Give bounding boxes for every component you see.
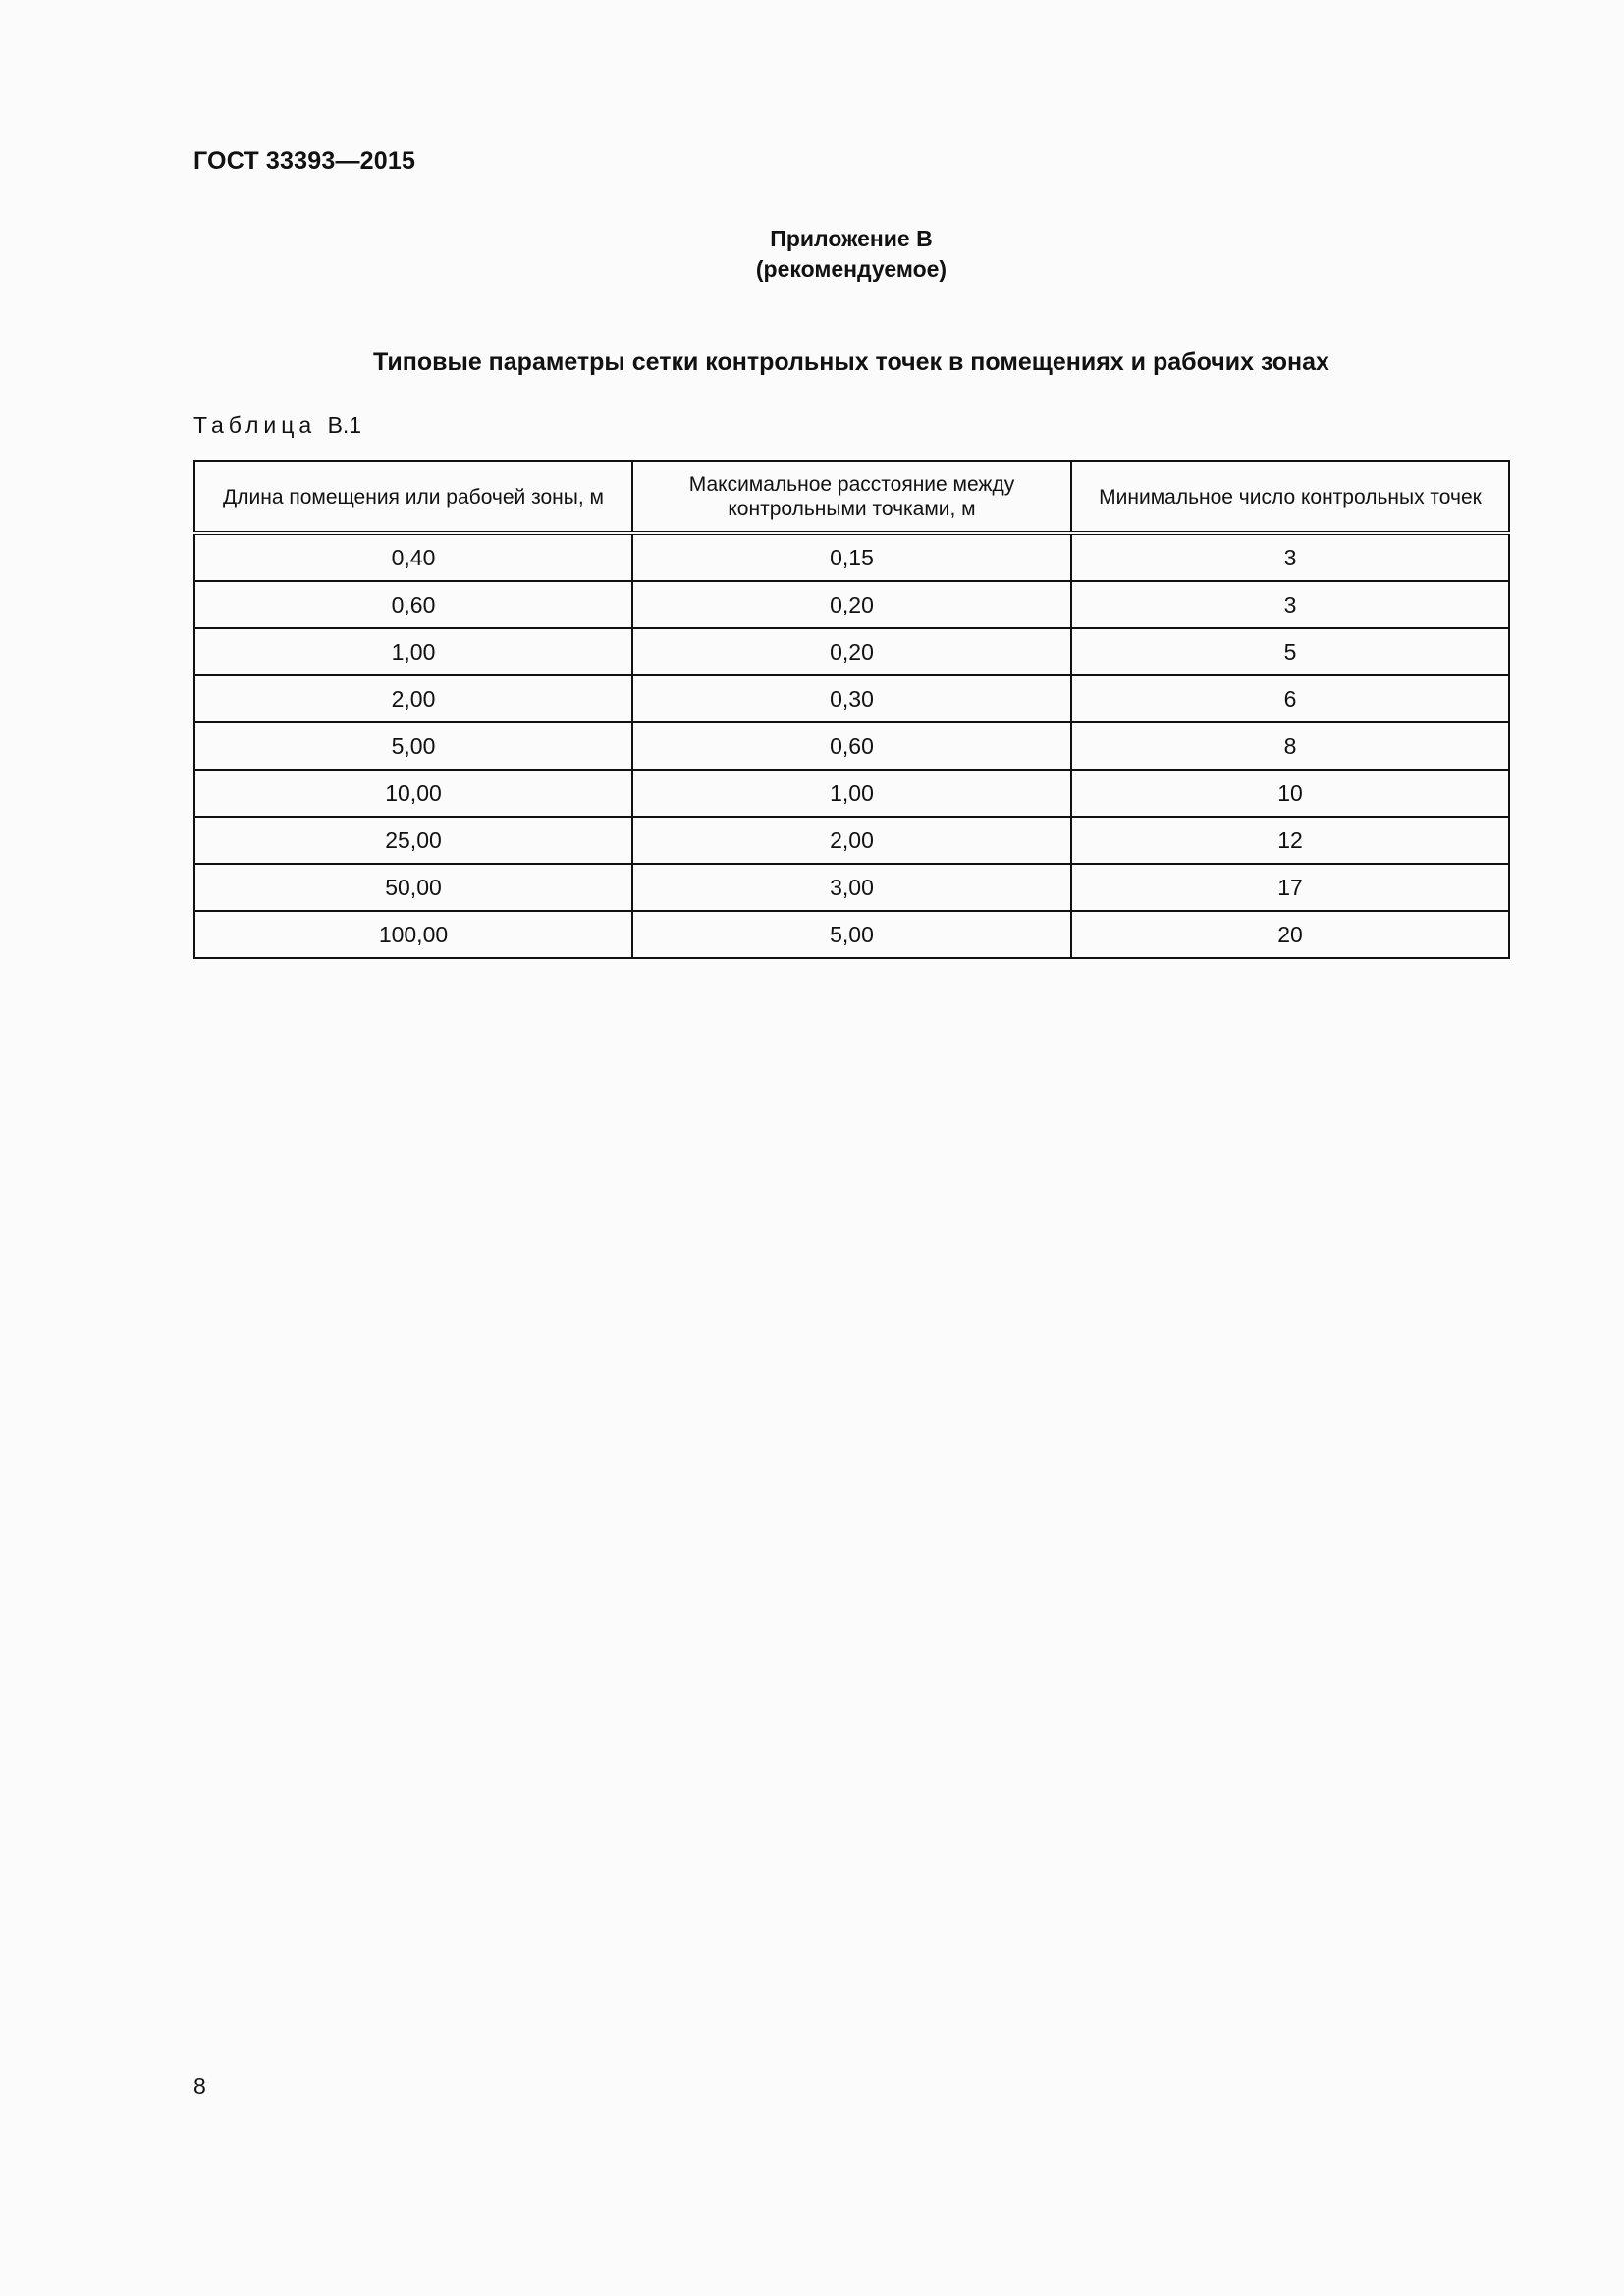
table-cell: 3 bbox=[1071, 533, 1509, 581]
table-cell: 0,20 bbox=[632, 581, 1071, 628]
table-cell: 100,00 bbox=[194, 911, 632, 958]
column-header-min-points: Минимальное число контрольных точек bbox=[1071, 461, 1509, 533]
table-row bbox=[194, 911, 1509, 958]
table-caption bbox=[193, 412, 361, 439]
table-cell: 10,00 bbox=[194, 770, 632, 817]
table-cell: 3 bbox=[1071, 581, 1509, 628]
table-row bbox=[194, 675, 1509, 722]
table-row bbox=[194, 533, 1509, 581]
table-cell: 5,00 bbox=[194, 722, 632, 770]
table-cell: 0,40 bbox=[194, 533, 632, 581]
table-row bbox=[194, 581, 1509, 628]
column-header-room-length: Длина помещения или рабочей зоны, м bbox=[194, 461, 632, 533]
table-cell: 1,00 bbox=[194, 628, 632, 675]
document-code: ГОСТ 33393—2015 bbox=[193, 147, 416, 175]
table-cell: 20 bbox=[1071, 911, 1509, 958]
appendix-title: Приложение В bbox=[770, 226, 933, 251]
table-header-row bbox=[194, 461, 1509, 533]
table-caption-label: Таблица bbox=[193, 412, 317, 438]
data-table bbox=[193, 460, 1510, 959]
table-cell: 17 bbox=[1071, 864, 1509, 911]
table-cell: 2,00 bbox=[194, 675, 632, 722]
table-caption-number: В.1 bbox=[327, 412, 362, 438]
table-row bbox=[194, 770, 1509, 817]
appendix-heading bbox=[0, 224, 1624, 285]
table-cell: 5,00 bbox=[632, 911, 1071, 958]
page-number: 8 bbox=[193, 2073, 206, 2099]
section-title: Типовые параметры сетки контрольных точек в помещениях и рабочих зонах bbox=[373, 348, 1329, 376]
table-cell: 0,15 bbox=[632, 533, 1071, 581]
table-cell: 0,60 bbox=[194, 581, 632, 628]
table-row bbox=[194, 817, 1509, 864]
table-cell: 0,20 bbox=[632, 628, 1071, 675]
table-cell: 8 bbox=[1071, 722, 1509, 770]
table-row bbox=[194, 864, 1509, 911]
table-cell: 25,00 bbox=[194, 817, 632, 864]
table-cell: 3,00 bbox=[632, 864, 1071, 911]
table-cell: 50,00 bbox=[194, 864, 632, 911]
table-cell: 5 bbox=[1071, 628, 1509, 675]
table-row bbox=[194, 722, 1509, 770]
table-cell: 10 bbox=[1071, 770, 1509, 817]
table-cell: 0,30 bbox=[632, 675, 1071, 722]
table-cell: 0,60 bbox=[632, 722, 1071, 770]
table-cell: 6 bbox=[1071, 675, 1509, 722]
table-row bbox=[194, 628, 1509, 675]
table-cell: 12 bbox=[1071, 817, 1509, 864]
table-cell: 2,00 bbox=[632, 817, 1071, 864]
table-cell: 1,00 bbox=[632, 770, 1071, 817]
appendix-subtitle: (рекомендуемое) bbox=[755, 256, 947, 282]
column-header-max-distance: Максимальное расстояние между контрольными точками, м bbox=[632, 461, 1071, 533]
